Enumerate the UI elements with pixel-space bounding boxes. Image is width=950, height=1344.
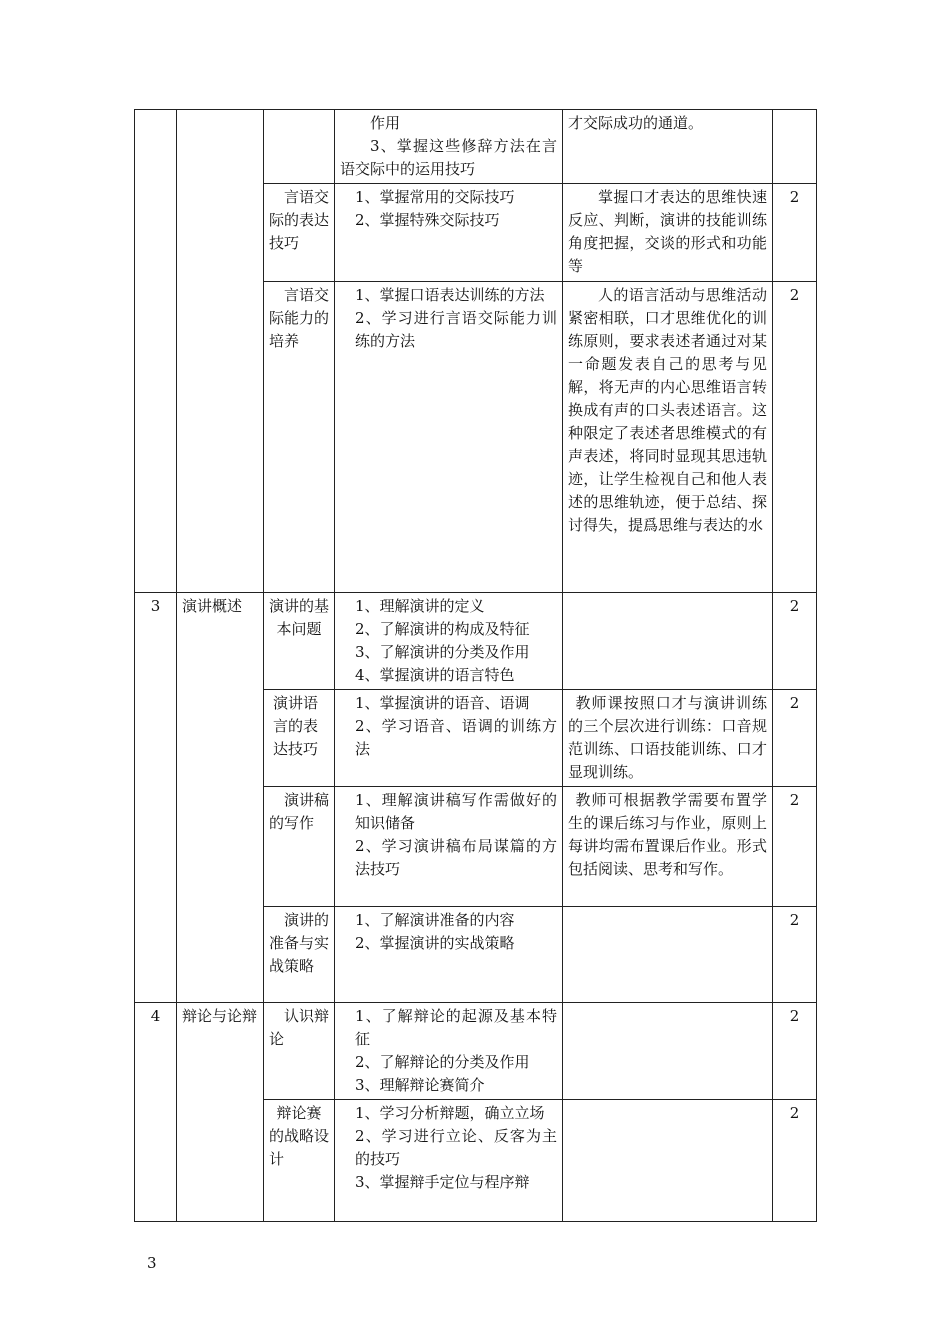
content-cell <box>335 690 563 787</box>
chapter-title-cell: 演讲概述 <box>177 593 264 1003</box>
topic-cell <box>264 907 335 1003</box>
hours-cell: 2 <box>773 282 817 593</box>
requirement-text: 掌握口才表达的思维快速反应、判断，演讲的技能训练角度把握，交谈的形式和功能等 <box>568 188 767 275</box>
topic-label: 言语交际能力的培养 <box>269 286 330 350</box>
content-line: 1、掌握演讲的语音、语调 <box>355 694 530 712</box>
content-line: 2、掌握特殊交际技巧 <box>355 211 500 229</box>
hours-cell: 2 <box>773 690 817 787</box>
requirement-cell <box>563 1003 773 1100</box>
content-line: 1、掌握常用的交际技巧 <box>355 188 515 206</box>
content-cell <box>335 1100 563 1222</box>
table-row <box>135 593 817 690</box>
chapter-title-cell: 辩论与论辩 <box>177 1003 264 1222</box>
hours-cell: 2 <box>773 184 817 282</box>
syllabus-table <box>134 109 817 1222</box>
content-line: 2、了解演讲的构成及特征 <box>355 620 530 638</box>
content-cell <box>335 110 563 184</box>
content-line: 4、掌握演讲的语言特色 <box>355 666 515 684</box>
requirement-text: 教师课按照口才与演讲训练的三个层次进行训练：口音规范训练、口语技能训练、口才显现训练。 <box>568 694 767 781</box>
content-line: 3、掌握辩手定位与程序辩 <box>355 1173 530 1191</box>
topic-label: 演讲语言的表达技巧 <box>273 694 319 758</box>
requirement-cell <box>563 282 773 593</box>
content-cell <box>335 1003 563 1100</box>
requirement-cell <box>563 184 773 282</box>
content-line: 1、掌握口语表达训练的方法 <box>355 286 545 304</box>
content-line: 3、了解演讲的分类及作用 <box>355 643 530 661</box>
content-line: 2、掌握演讲的实战策略 <box>355 934 515 952</box>
hours-cell: 2 <box>773 593 817 690</box>
content-line: 2、学习语音、语调的训练方法 <box>355 717 557 758</box>
table-row <box>135 110 817 184</box>
page-number: 3 <box>147 1254 157 1272</box>
topic-label: 演讲的准备与实战策略 <box>269 911 330 975</box>
content-line: 2、学习进行立论、反客为主的技巧 <box>355 1127 557 1168</box>
content-cell <box>335 907 563 1003</box>
chapter-number-cell: 3 <box>135 593 177 1003</box>
content-line: 1、了解演讲准备的内容 <box>355 911 515 929</box>
content-cell <box>335 593 563 690</box>
content-line: 3、理解辩论赛简介 <box>355 1076 485 1094</box>
table-row <box>135 1003 817 1100</box>
hours-cell: 2 <box>773 1100 817 1222</box>
topic-cell <box>264 1003 335 1100</box>
requirement-cell: 才交际成功的通道。 <box>563 110 773 184</box>
topic-cell <box>264 593 335 690</box>
requirement-cell <box>563 593 773 690</box>
content-line: 作用 <box>370 114 401 132</box>
chapter-number-cell <box>135 110 177 593</box>
topic-label: 演讲的基本问题 <box>269 597 330 638</box>
topic-cell <box>264 282 335 593</box>
requirement-cell <box>563 787 773 907</box>
content-cell <box>335 184 563 282</box>
topic-cell <box>264 110 335 184</box>
content-line: 1、理解演讲稿写作需做好的知识储备 <box>355 791 557 832</box>
requirement-text: 人的语言活动与思维活动紧密相联，口才思维优化的训练原则，要求表述者通过对某一命题发表自己的思考与见解，将无声的内心思维语言转换成有声的口头表述语言。这种限定了表述者思维模式的有声表述，将同时显现其思违轨迹，让学生检视自己和他人表述的思维轨迹，便于总结、探讨得失，提爲思维与表达的水 <box>568 286 767 534</box>
topic-label: 认识辩论 <box>269 1007 330 1048</box>
content-line: 1、学习分析辩题，确立立场 <box>355 1104 545 1122</box>
content-line: 3、掌握这些修辞方法在言语交际中的运用技巧 <box>340 137 557 178</box>
content-line: 2、学习进行言语交际能力训练的方法 <box>355 309 557 350</box>
hours-cell <box>773 110 817 184</box>
topic-cell <box>264 184 335 282</box>
hours-cell: 2 <box>773 1003 817 1100</box>
content-line: 1、理解演讲的定义 <box>355 597 485 615</box>
hours-cell: 2 <box>773 787 817 907</box>
content-line: 1、了解辩论的起源及基本特征 <box>355 1007 557 1048</box>
content-line: 2、学习演讲稿布局谋篇的方法技巧 <box>355 837 557 878</box>
topic-label: 辩论赛的战略设计 <box>269 1104 330 1168</box>
content-cell <box>335 282 563 593</box>
requirement-cell <box>563 690 773 787</box>
hours-cell: 2 <box>773 907 817 1003</box>
content-line: 2、了解辩论的分类及作用 <box>355 1053 530 1071</box>
chapter-number-cell: 4 <box>135 1003 177 1222</box>
topic-cell <box>264 787 335 907</box>
requirement-text: 教师可根据教学需要布置学生的课后练习与作业，原则上每讲均需布置课后作业。形式包括阅读、思考和写作。 <box>568 791 767 878</box>
content-cell <box>335 787 563 907</box>
chapter-title-cell <box>177 110 264 593</box>
topic-label: 演讲稿的写作 <box>269 791 330 832</box>
topic-cell <box>264 1100 335 1222</box>
topic-cell <box>264 690 335 787</box>
requirement-cell <box>563 907 773 1003</box>
requirement-cell <box>563 1100 773 1222</box>
topic-label: 言语交际的表达技巧 <box>269 188 330 252</box>
